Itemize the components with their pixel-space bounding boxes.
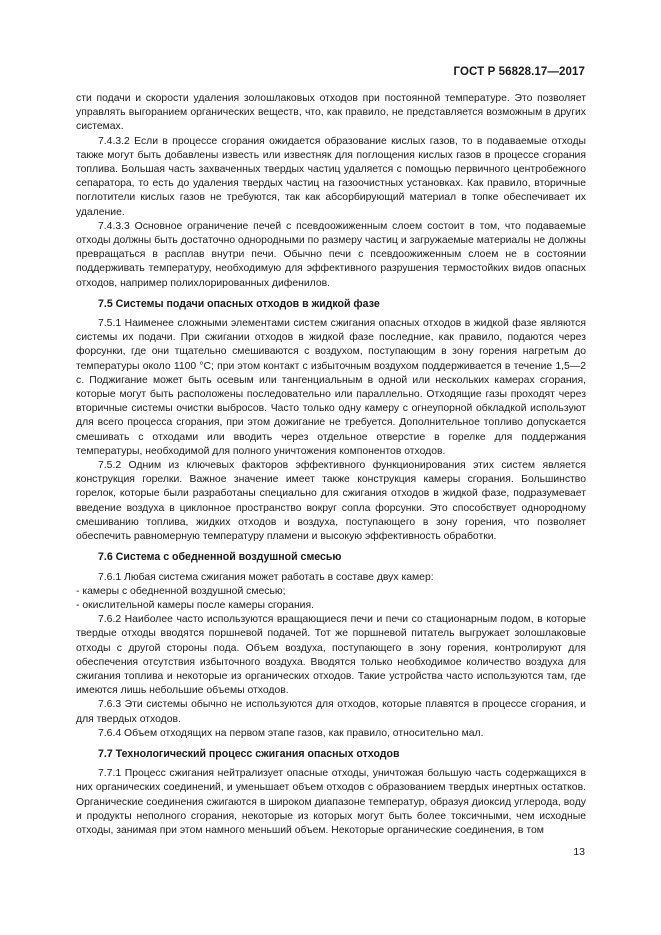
- paragraph-7-6-2: 7.6.2 Наиболее часто используются вращающиеся печи и печи со стационарным подом, в которые твердые отходы вводятся поршневой подачей. Тот же поршневой питатель выгружает золошлаковые отходы с другой стороны пода. Объем воздуха, поступающего в зону горения, контролируют для обеспечения отсутствия избыточного воздуха. Вводятся только необходимое количество воздуха для сжигания топлива и некоторые из органических отходов. Такие устройства часто используются там, где имеются лишь небольшие объемы отходов.: [76, 614, 586, 697]
- section-heading-7-6: 7.6 Система с обедненной воздушной смесью: [98, 551, 342, 564]
- paragraph: сти подачи и скорости удаления золошлаковых отходов при постоянной температуре. Это позволяет управлять выгоранием органических веществ, что, как правило, не представляется возможным в других системах.: [76, 93, 586, 133]
- list-item: - камеры с обедненной воздушной смесью;: [76, 585, 286, 597]
- paragraph-7-5-2: 7.5.2 Одним из ключевых факторов эффективного функционирования этих систем является конструкция горелки. Важное значение имеет также конструкция камеры сгорания. Большинство горелок, которые были разработаны специально для сжигания отходов в жидкой фазе, подразумевает введение воздуха в циклонное пространство вокруг сопла форсунки. Это способствует однородному смешиванию топлива, жидких отходов и воздуха, поступающего в зону горения, что позволяет обеспечить равномерную температуру пламени и высокую эффективность обработки.: [76, 460, 586, 543]
- paragraph-7-7-1: 7.7.1 Процесс сжигания нейтрализует опасные отходы, уничтожая большую часть содержащихся в них органических соединений, и уменьшает объем отходов с образованием твердых инертных остатков. Органические соединения сжигаются в широком диапазоне температур, образуя диоксид углерода, воду и продукты неполного сгорания, некоторые из которых могут быть более токсичными, чем исходные отходы, занимая при этом намного меньший объем. Некоторые органические соединения, в том: [76, 768, 586, 836]
- paragraph-7-6-4: 7.6.4 Объем отходящих на первом этапе газов, как правило, относительно мал.: [98, 727, 484, 739]
- page-number: 13: [573, 846, 585, 858]
- section-heading-7-5: 7.5 Системы подачи опасных отходов в жидкой фазе: [98, 297, 380, 310]
- paragraph-7-6-1: 7.6.1 Любая система сжигания может работать в составе двух камер:: [98, 571, 434, 583]
- section-heading-7-7: 7.7 Технологический процесс сжигания опасных отходов: [98, 747, 400, 760]
- document-header: ГОСТ Р 56828.17—2017: [453, 66, 585, 78]
- list-item: - окислительной камеры после камеры сгорания.: [76, 599, 314, 611]
- document-body: [76, 92, 586, 838]
- paragraph-7-4-3-3: 7.4.3.3 Основное ограничение печей с псевдоожиженным слоем состоит в том, что подаваемые отходы должны быть достаточно однородными по размеру частиц и загружаемые материалы не должны превращаться в расплав внутри печи. Обычно печи с псевдоожиженным слоем не в состоянии поддерживать температуру, необходимую для эффективного разрушения термостойких видов опасных отходов, например полихлорированных дифенилов.: [76, 220, 586, 289]
- paragraph-7-6-3: 7.6.3 Эти системы обычно не используются для отходов, которые плавятся в процессе сгорания, и для твердых отходов.: [76, 699, 586, 725]
- paragraph-7-5-1: 7.5.1 Наименее сложными элементами систем сжигания опасных отходов в жидкой фазе являются системы их подачи. При сжигании отходов в жидкой фазе последние, как правило, подаются через форсунки, где они тщательно смешиваются с воздухом, поступающим в зону горения нагретым до температуры около 1100 °С; при этом контакт с избыточным воздухом поддерживается в течение 1,5—2 с. Поджигание может быть осевым или тангенциальным в одной или нескольких камерах сгорания, которые могут быть расположены последовательно или параллельно. Отходящие газы проходят через вторичные системы очистки выбросов. Часто только одну камеру с огнеупорной обкладкой используют для всего процесса сгорания, при этом дожигание не требуется. Дополнительное топливо допускается смешивать с отходами или вводить через отдельное отверстие в горелке для поддержания температуры, необходимой для полного уничтожения компонентов отходов.: [76, 318, 586, 457]
- paragraph-7-4-3-2: 7.4.3.2 Если в процессе сгорания ожидается образование кислых газов, то в подаваемые отходы также могут быть добавлены известь или известняк для поглощения кислых газов в процессе сгорания топлива. Большая часть захваченных твердых частиц удаляется с помощью первичного центробежного сепаратора, то есть до удаления твердых частиц на газоочистных установках. Как правило, вторичные поглотители кислых газов не требуются, так как абсорбирующий материал в топке обеспечивает их удаление.: [76, 135, 586, 218]
